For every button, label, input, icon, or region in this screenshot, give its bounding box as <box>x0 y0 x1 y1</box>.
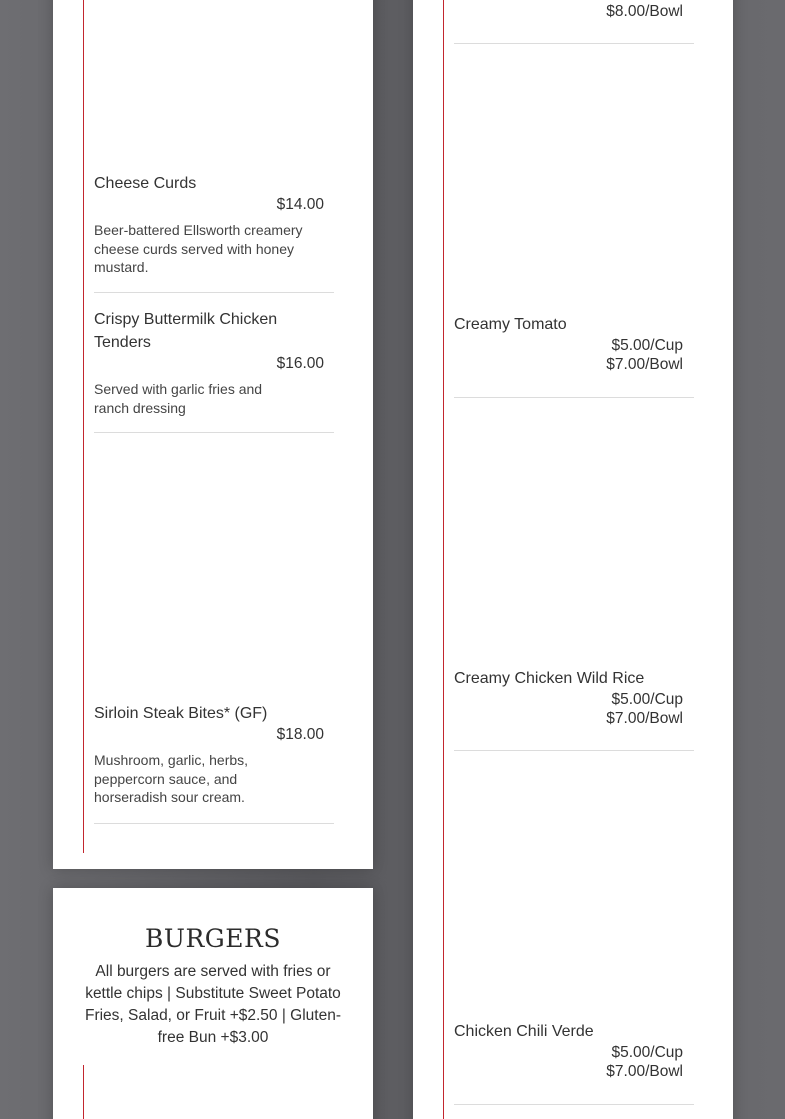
item-divider <box>454 1104 694 1105</box>
menu-item-chicken-tenders <box>94 308 333 417</box>
item-price: $14.00 <box>276 196 324 213</box>
item-name: Crispy Buttermilk Chicken Tenders <box>94 311 278 351</box>
item-divider <box>94 432 334 433</box>
item-divider <box>454 750 694 751</box>
menu-item-sirloin-steak-bites <box>94 702 333 807</box>
item-description: Beer-battered Ellsworth creamery cheese curds served with honey mustard. <box>94 222 303 275</box>
item-price-bowl: $7.00/Bowl <box>606 356 683 373</box>
item-divider <box>94 823 334 824</box>
menu-item-creamy-tomato <box>454 313 683 374</box>
item-divider <box>454 43 694 44</box>
item-name: Chicken Chili Verde <box>454 1023 594 1040</box>
appetizers-card <box>53 0 373 869</box>
item-price-cup: $5.00/Cup <box>611 691 683 708</box>
item-price-bowl: $8.00/Bowl <box>606 3 683 20</box>
item-price-bowl: $7.00/Bowl <box>606 710 683 727</box>
menu-item-creamy-chicken-wild-rice <box>454 667 683 728</box>
item-price-cup: $5.00/Cup <box>611 1044 683 1061</box>
section-note: All burgers are served with fries or kettle chips | Substitute Sweet Potato Fries, Salad, or Fruit +$2.50 | Gluten-free Bun +$3.00 <box>84 963 341 1046</box>
menu-item-chicken-chili-verde <box>454 1020 683 1081</box>
item-name: Cheese Curds <box>94 175 197 192</box>
burgers-card <box>53 888 373 1119</box>
menu-item-cheese-curds <box>94 172 333 277</box>
item-divider <box>94 292 334 293</box>
accent-rule <box>83 0 84 853</box>
soups-card <box>413 0 733 1119</box>
accent-rule <box>83 1065 84 1119</box>
item-price: $18.00 <box>276 726 324 743</box>
item-price-bowl: $7.00/Bowl <box>606 1063 683 1080</box>
item-divider <box>454 397 694 398</box>
item-name: Sirloin Steak Bites* (GF) <box>94 705 268 722</box>
item-description: Served with garlic fries and ranch dressing <box>94 381 263 416</box>
item-price: $16.00 <box>276 355 324 372</box>
item-name: Creamy Tomato <box>454 316 567 333</box>
section-title: BURGERS <box>145 924 281 953</box>
item-name: Creamy Chicken Wild Rice <box>454 670 645 687</box>
accent-rule <box>443 0 444 1119</box>
item-price-cup: $5.00/Cup <box>611 337 683 354</box>
item-description: Mushroom, garlic, herbs, peppercorn sauce, and horseradish sour cream. <box>94 752 249 805</box>
